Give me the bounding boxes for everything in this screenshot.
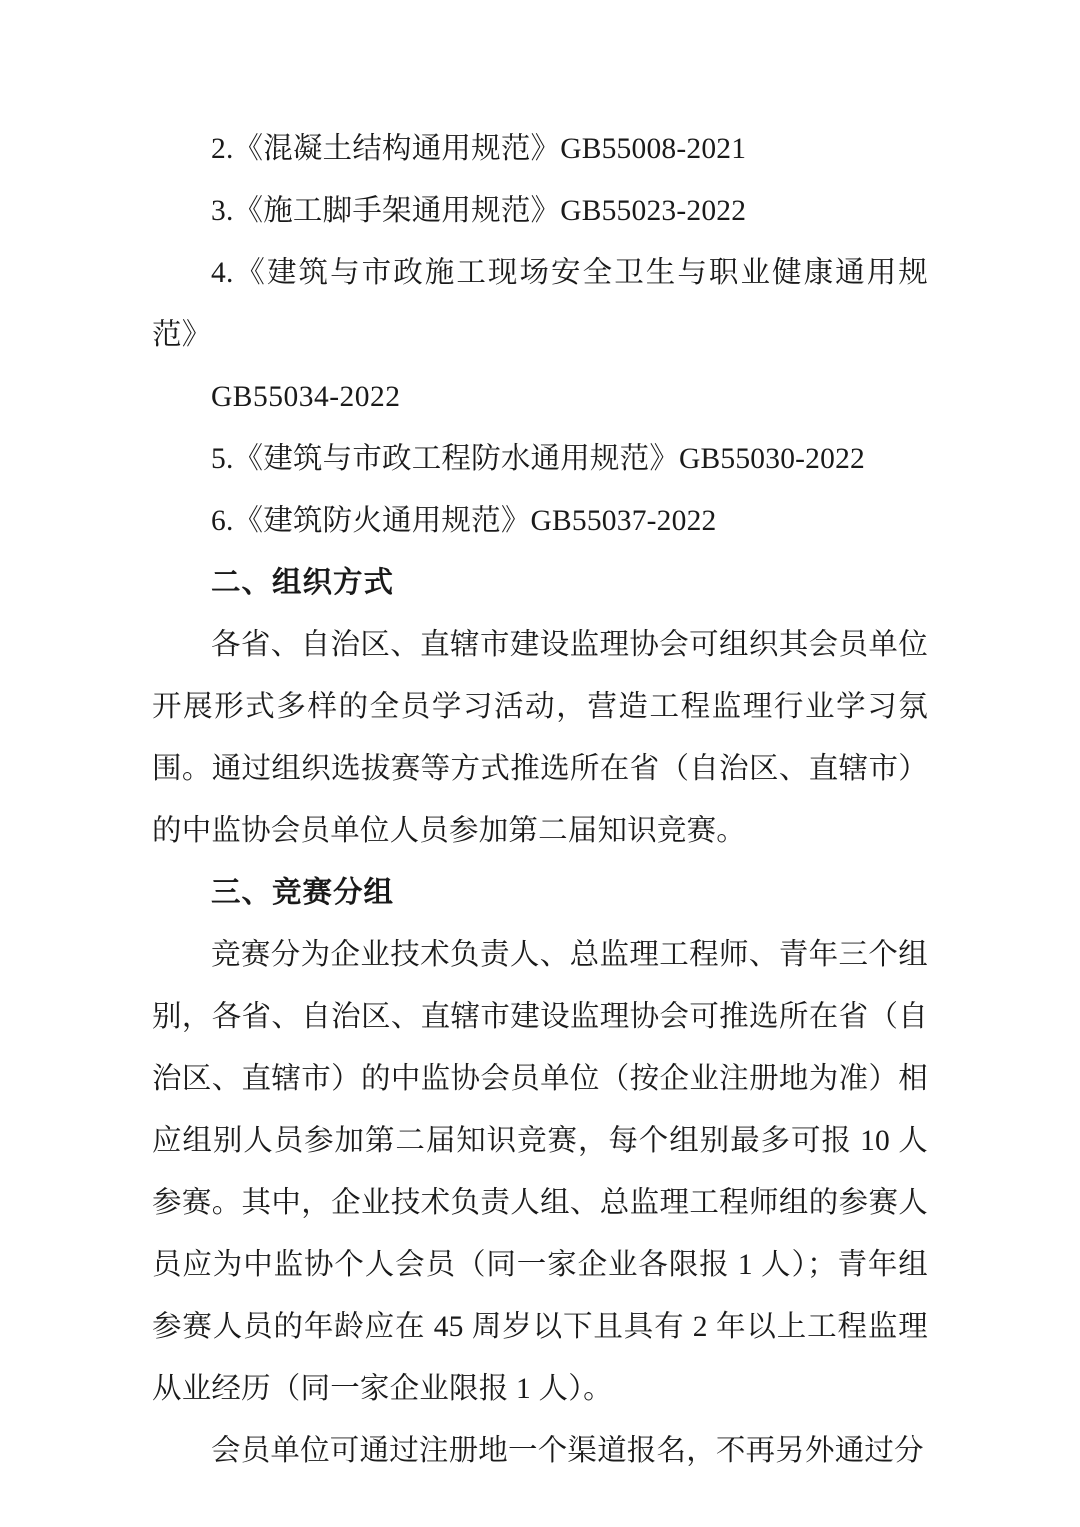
list-item: 4.《建筑与市政施工现场安全卫生与职业健康通用规范》 — [152, 257, 928, 351]
list-item: 6.《建筑防火通用规范》GB55037-2022 — [211, 505, 717, 537]
list-item-continuation: GB55034-2022 — [211, 381, 401, 413]
section-heading-three: 三、竞赛分组 — [211, 877, 395, 909]
document-body — [152, 118, 928, 1482]
list-item: 3.《施工脚手架通用规范》GB55023-2022 — [211, 195, 747, 227]
list-item: 2.《混凝土结构通用规范》GB55008-2021 — [211, 133, 747, 165]
section-three-paragraph-1: 竞赛分为企业技术负责人、总监理工程师、青年三个组别，各省、自治区、直辖市建设监理协会可推选所在省（自治区、直辖市）的中监协会员单位（按企业注册地为准）相应组别人员参加第二届知识竞赛，每个组别最多可报 10 人参赛。其中，企业技术负责人组、总监理工程师组的参赛人员应为中监协个人会员（同一家企业各限报 1 人）；青年组参赛人员的年龄应在 45 周岁以下且具有 2 年以上工程监理从业经历（同一家企业限报 1 人）。 — [152, 939, 928, 1405]
section-three-paragraph-2: 会员单位可通过注册地一个渠道报名，不再另外通过分 — [211, 1435, 924, 1467]
section-two-paragraph: 各省、自治区、直辖市建设监理协会可组织其会员单位开展形式多样的全员学习活动，营造工程监理行业学习氛围。通过组织选拔赛等方式推选所在省（自治区、直辖市）的中监协会员单位人员参加第二届知识竞赛。 — [152, 629, 928, 847]
section-heading-two: 二、组织方式 — [211, 567, 395, 599]
list-item: 5.《建筑与市政工程防水通用规范》GB55030-2022 — [211, 443, 865, 475]
